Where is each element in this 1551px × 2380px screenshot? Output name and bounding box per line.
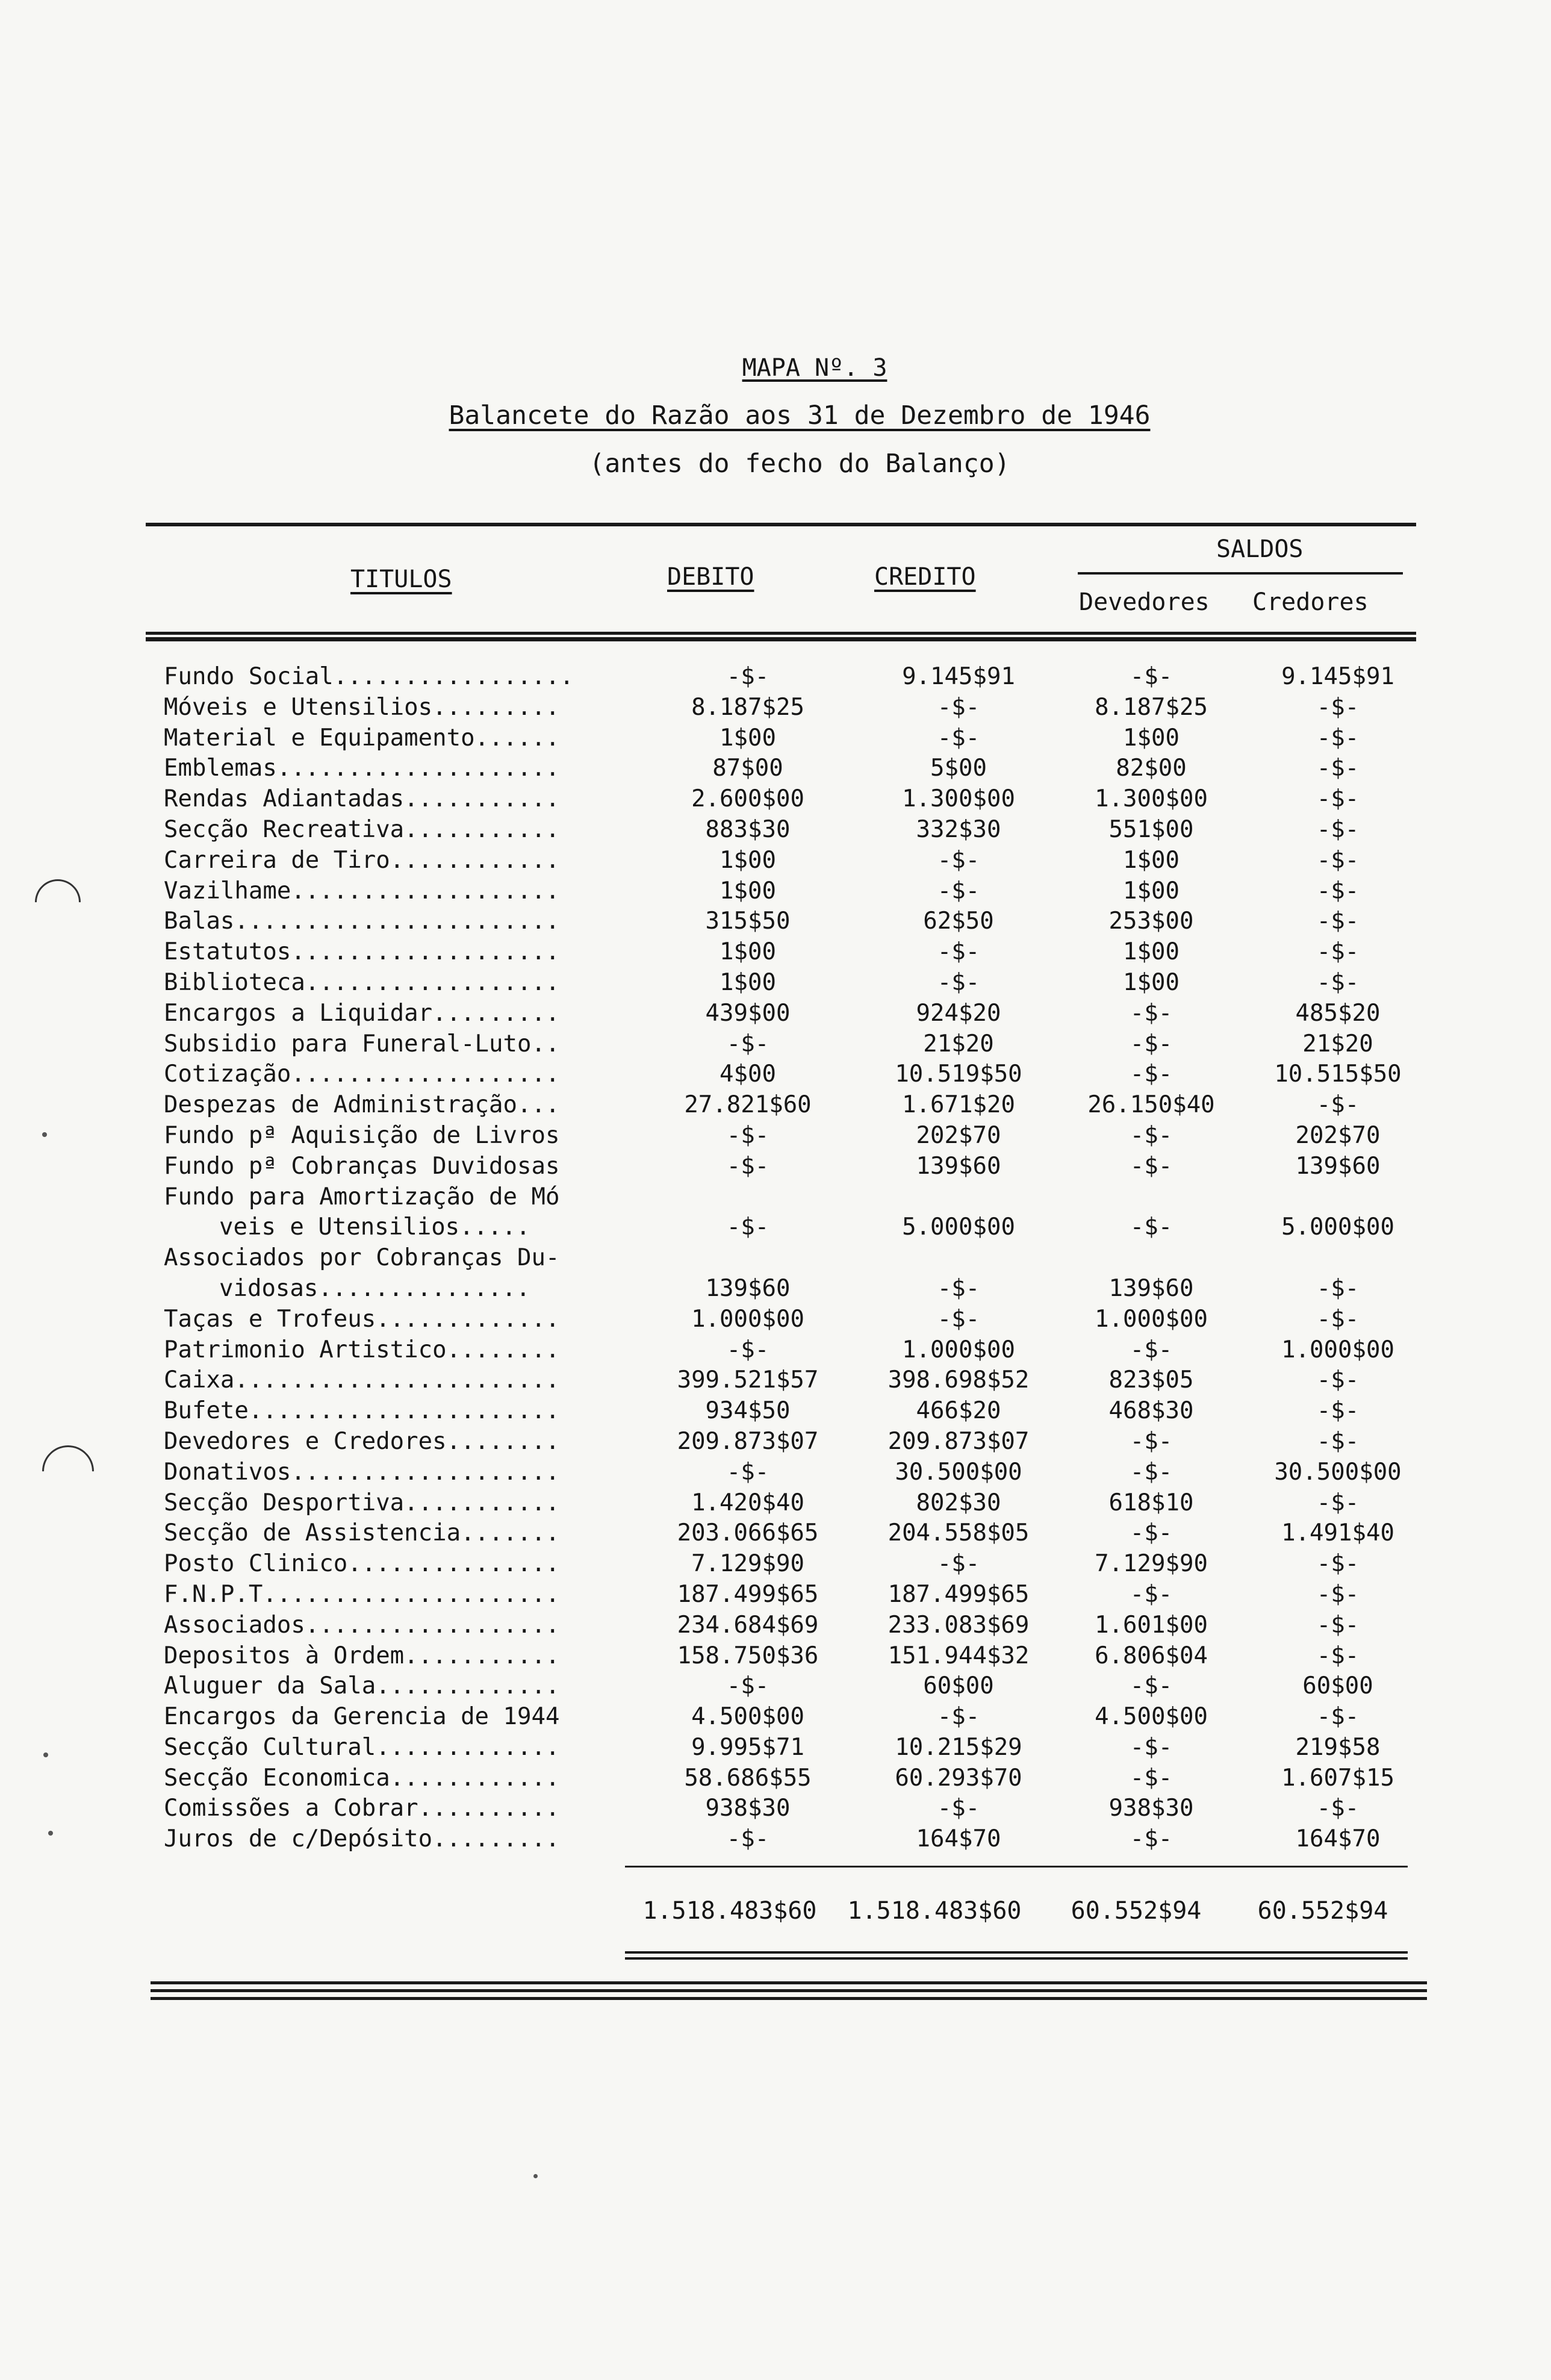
- cell-credito: 187.499$65: [887, 1580, 1030, 1608]
- total-credores: 60.552$94: [1257, 1897, 1388, 1925]
- punch-mark-1: [25, 870, 90, 934]
- cell-debito: 234.684$69: [677, 1611, 819, 1639]
- table-row: [164, 1641, 1410, 1672]
- row-title-cell: [164, 1824, 627, 1855]
- cell-credito: 1.300$00: [902, 785, 1015, 813]
- cell-credito: 10.215$29: [895, 1733, 1022, 1761]
- col-header-credores: Credores: [1252, 588, 1369, 616]
- cell-debito: 1$00: [720, 968, 776, 996]
- cell-credores: -$-: [1316, 1550, 1360, 1578]
- row-title-cell: [164, 846, 627, 876]
- cell-devedores: 938$30: [1108, 1795, 1194, 1822]
- totals-row: [627, 1895, 1410, 1927]
- table-row: [164, 1549, 1410, 1580]
- speck: [533, 2174, 538, 2178]
- ledger-table: [164, 662, 1410, 1855]
- cell-credores: -$-: [1316, 1611, 1360, 1639]
- row-title: Patrimonio Artistico........: [164, 1336, 560, 1363]
- total-credito: 1.518.483$60: [847, 1897, 1022, 1925]
- cell-debito: -$-: [726, 1672, 769, 1700]
- row-title: Material e Equipamento......: [164, 724, 560, 752]
- row-title: Fundo pª Aquisição de Livros: [164, 1121, 560, 1149]
- speck: [48, 1831, 53, 1836]
- cell-debito: 203.066$65: [677, 1519, 819, 1547]
- row-title: Despezas de Administração...: [164, 1091, 560, 1119]
- row-title: Taças e Trofeus.............: [164, 1305, 560, 1333]
- cell-devedores: -$-: [1130, 999, 1173, 1027]
- cell-credores: -$-: [1316, 815, 1360, 843]
- cell-credores: 485$20: [1295, 999, 1381, 1027]
- saldos-divider: [1078, 572, 1403, 575]
- table-row: [164, 876, 1410, 907]
- row-title-cell: [164, 1763, 627, 1794]
- cell-debito: 938$30: [705, 1795, 791, 1822]
- cell-debito: 8.187$25: [691, 693, 804, 721]
- cell-devedores: 1.300$00: [1095, 785, 1208, 813]
- cell-debito: 883$30: [705, 815, 791, 843]
- table-row: [164, 1304, 1410, 1335]
- cell-debito: -$-: [726, 1458, 769, 1486]
- row-title-cell: [164, 1396, 627, 1427]
- ledger-note: (antes do fecho do Balanço): [589, 449, 1010, 479]
- cell-credito: 1.671$20: [902, 1091, 1015, 1119]
- cell-debito: 439$00: [705, 999, 791, 1027]
- cell-devedores: 551$00: [1108, 815, 1194, 843]
- cell-devedores: -$-: [1130, 1121, 1173, 1149]
- row-title-cell: [164, 723, 627, 754]
- cell-credores: 10.515$50: [1274, 1061, 1402, 1088]
- table-row: [164, 1396, 1410, 1427]
- row-title: Caixa.......................: [164, 1366, 560, 1394]
- cell-credito: 466$20: [916, 1397, 1001, 1425]
- table-row: [164, 1702, 1410, 1733]
- cell-devedores: 823$05: [1108, 1366, 1194, 1394]
- cell-credito: 5.000$00: [902, 1213, 1015, 1241]
- cell-debito: -$-: [726, 1030, 769, 1058]
- row-title-cell: [164, 1488, 627, 1519]
- cell-credores: -$-: [1316, 1366, 1360, 1394]
- table-row: [164, 1518, 1410, 1549]
- row-title-cell: [164, 1793, 627, 1824]
- cell-credito: 60.293$70: [895, 1764, 1022, 1792]
- cell-credito: -$-: [937, 1795, 980, 1822]
- cell-credores: -$-: [1316, 877, 1360, 905]
- table-row: [164, 998, 1410, 1029]
- cell-credito: 5$00: [930, 755, 987, 782]
- row-title-cell: [164, 1090, 627, 1121]
- row-title: Cotização...................: [164, 1061, 560, 1088]
- row-title-cell: [164, 1641, 627, 1672]
- cell-credito: 802$30: [916, 1489, 1001, 1516]
- cell-debito: 934$50: [705, 1397, 791, 1425]
- row-title-cell: [164, 1733, 627, 1763]
- cell-devedores: 1.601$00: [1095, 1611, 1208, 1639]
- cell-credores: -$-: [1316, 1580, 1360, 1608]
- total-debito: 1.518.483$60: [642, 1897, 817, 1925]
- col-header-titulos: TITULOS: [350, 565, 452, 593]
- table-row: [164, 1427, 1410, 1457]
- cell-credito: 924$20: [916, 999, 1001, 1027]
- cell-credores: 60$00: [1302, 1672, 1373, 1700]
- cell-devedores: 468$30: [1108, 1397, 1194, 1425]
- row-title: Comissões a Cobrar..........: [164, 1795, 560, 1822]
- cell-devedores: 4.500$00: [1095, 1703, 1208, 1731]
- row-title: Posto Clinico...............: [164, 1550, 560, 1578]
- cell-credores: -$-: [1316, 1795, 1360, 1822]
- cell-credito: 398.698$52: [887, 1366, 1030, 1394]
- row-title-cell: [164, 1059, 627, 1090]
- row-title-cell: [164, 662, 627, 693]
- totals-top-rule: [625, 1866, 1408, 1868]
- table-row: [164, 1457, 1410, 1488]
- cell-debito: 1$00: [720, 877, 776, 905]
- cell-devedores: -$-: [1130, 1427, 1173, 1455]
- cell-debito: 1$00: [720, 846, 776, 874]
- table-row: [164, 968, 1410, 998]
- cell-credores: -$-: [1316, 1274, 1360, 1302]
- page-bottom-rule-2: [151, 1989, 1427, 1992]
- cell-debito: 4.500$00: [691, 1703, 804, 1731]
- cell-devedores: -$-: [1130, 1458, 1173, 1486]
- cell-credito: -$-: [937, 1274, 980, 1302]
- row-title-cell: [164, 1151, 627, 1182]
- table-row: [164, 784, 1410, 815]
- row-title: Associados por Cobranças Du-: [164, 1244, 560, 1272]
- cell-debito: -$-: [726, 1336, 769, 1363]
- row-title: Devedores e Credores........: [164, 1427, 560, 1455]
- table-row: [164, 1090, 1410, 1121]
- cell-debito: -$-: [726, 1213, 769, 1241]
- cell-credito: -$-: [937, 1550, 980, 1578]
- table-row: [164, 753, 1410, 784]
- row-title-cell: [164, 968, 627, 998]
- cell-debito: 27.821$60: [684, 1091, 812, 1119]
- cell-credores: -$-: [1316, 1397, 1360, 1425]
- row-title: Secção de Assistencia.......: [164, 1519, 560, 1547]
- header-top-rule: [146, 523, 1416, 526]
- cell-devedores: -$-: [1130, 1733, 1173, 1761]
- cell-credores: 9.145$91: [1281, 663, 1394, 690]
- cell-credito: 204.558$05: [887, 1519, 1030, 1547]
- col-header-debito: DEBITO: [667, 563, 754, 591]
- cell-devedores: 1$00: [1123, 877, 1180, 905]
- row-title: Secção Recreativa...........: [164, 815, 560, 843]
- row-title-cell: [164, 753, 627, 784]
- cell-credito: 332$30: [916, 815, 1001, 843]
- cell-devedores: 618$10: [1108, 1489, 1194, 1516]
- row-title-cell: [164, 1243, 627, 1304]
- cell-credito: -$-: [937, 1703, 980, 1731]
- table-row: [164, 1488, 1410, 1519]
- cell-devedores: 26.150$40: [1087, 1091, 1215, 1119]
- cell-credito: 60$00: [923, 1672, 994, 1700]
- row-title-cell: [164, 1427, 627, 1457]
- table-row: [164, 1335, 1410, 1366]
- cell-devedores: -$-: [1130, 1672, 1173, 1700]
- cell-credito: 1.000$00: [902, 1336, 1015, 1363]
- row-title-cell: [164, 815, 627, 846]
- cell-debito: -$-: [726, 1121, 769, 1149]
- row-title: Donativos...................: [164, 1458, 560, 1486]
- row-title-cell: [164, 876, 627, 907]
- cell-credito: 30.500$00: [895, 1458, 1022, 1486]
- row-title-cell: [164, 1580, 627, 1610]
- cell-credito: 233.083$69: [887, 1611, 1030, 1639]
- table-row: [164, 1151, 1410, 1182]
- cell-credito: 21$20: [923, 1030, 994, 1058]
- row-title: Fundo pª Cobranças Duvidosas: [164, 1152, 560, 1180]
- cell-credito: -$-: [937, 938, 980, 966]
- cell-credores: 21$20: [1302, 1030, 1373, 1058]
- cell-credito: 62$50: [923, 908, 994, 935]
- row-title-cell: [164, 1549, 627, 1580]
- cell-credores: 5.000$00: [1281, 1213, 1394, 1241]
- cell-credores: -$-: [1316, 1305, 1360, 1333]
- row-title: Subsidio para Funeral-Luto..: [164, 1030, 560, 1058]
- row-title-cell: [164, 1182, 627, 1244]
- cell-credores: 1.607$15: [1281, 1764, 1394, 1792]
- cell-credito: 151.944$32: [887, 1642, 1030, 1669]
- row-title-cell: [164, 1365, 627, 1396]
- cell-credores: -$-: [1316, 724, 1360, 752]
- cell-credito: 139$60: [916, 1152, 1001, 1180]
- totals-bottom-rule-1: [625, 1951, 1408, 1954]
- cell-credores: -$-: [1316, 938, 1360, 966]
- row-title-cell: [164, 1029, 627, 1060]
- row-title-cell: [164, 1304, 627, 1335]
- row-title: Depositos à Ordem...........: [164, 1642, 560, 1669]
- table-row: [164, 1121, 1410, 1151]
- cell-debito: 139$60: [705, 1274, 791, 1302]
- cell-credito: -$-: [937, 846, 980, 874]
- row-title: Balas.......................: [164, 908, 560, 935]
- row-title-cell: [164, 1335, 627, 1366]
- row-title: Fundo Social.................: [164, 663, 574, 690]
- cell-credores: -$-: [1316, 785, 1360, 813]
- cell-debito: 4$00: [720, 1061, 776, 1088]
- row-title-cell: [164, 1457, 627, 1488]
- cell-debito: 209.873$07: [677, 1427, 819, 1455]
- cell-debito: -$-: [726, 1825, 769, 1853]
- table-row: [164, 723, 1410, 754]
- row-title: Bufete......................: [164, 1397, 560, 1425]
- cell-debito: 7.129$90: [691, 1550, 804, 1578]
- cell-credito: 9.145$91: [902, 663, 1015, 690]
- table-row: [164, 846, 1410, 876]
- map-title: MAPA Nº. 3: [742, 354, 887, 382]
- cell-devedores: -$-: [1130, 1061, 1173, 1088]
- cell-devedores: 1$00: [1123, 724, 1180, 752]
- title-block: [0, 352, 1551, 481]
- table-row: [164, 815, 1410, 846]
- cell-credores: -$-: [1316, 1642, 1360, 1669]
- cell-devedores: -$-: [1130, 1825, 1173, 1853]
- cell-credito: -$-: [937, 724, 980, 752]
- table-row: [164, 1059, 1410, 1090]
- table-row: [164, 1182, 1410, 1244]
- cell-devedores: -$-: [1130, 1152, 1173, 1180]
- cell-devedores: 1.000$00: [1095, 1305, 1208, 1333]
- table-row: [164, 937, 1410, 968]
- row-title-cell: [164, 784, 627, 815]
- cell-credito: 209.873$07: [887, 1427, 1030, 1455]
- page-bottom-rule-3: [151, 1997, 1427, 2000]
- table-row: [164, 1029, 1410, 1060]
- col-header-credito: CREDITO: [874, 563, 976, 591]
- cell-devedores: -$-: [1130, 1764, 1173, 1792]
- row-title: Aluguer da Sala.............: [164, 1672, 560, 1700]
- cell-devedores: -$-: [1130, 1030, 1173, 1058]
- cell-devedores: 253$00: [1108, 908, 1194, 935]
- ledger-subtitle: Balancete do Razão aos 31 de Dezembro de 1946: [449, 400, 1151, 431]
- page-bottom-rule-1: [151, 1981, 1427, 1984]
- cell-credito: -$-: [937, 877, 980, 905]
- cell-debito: 158.750$36: [677, 1642, 819, 1669]
- row-title: Móveis e Utensilios.........: [164, 693, 560, 721]
- cell-devedores: -$-: [1130, 1213, 1173, 1241]
- col-header-saldos: SALDOS: [1216, 535, 1304, 563]
- totals-bottom-rule-2: [625, 1957, 1408, 1960]
- cell-credores: 139$60: [1295, 1152, 1381, 1180]
- row-title: Vazilhame...................: [164, 877, 560, 905]
- cell-debito: 1.420$40: [691, 1489, 804, 1516]
- cell-devedores: 1$00: [1123, 938, 1180, 966]
- row-title-continued: veis e Utensilios.....: [219, 1213, 530, 1241]
- cell-credores: 1.000$00: [1281, 1336, 1394, 1363]
- header-bottom-rule-2: [146, 637, 1416, 641]
- cell-debito: 9.995$71: [691, 1733, 804, 1761]
- row-title-cell: [164, 1610, 627, 1641]
- cell-credores: 219$58: [1295, 1733, 1381, 1761]
- cell-debito: 2.600$00: [691, 785, 804, 813]
- cell-credores: -$-: [1316, 908, 1360, 935]
- cell-credores: 202$70: [1295, 1121, 1381, 1149]
- cell-debito: 58.686$55: [684, 1764, 812, 1792]
- cell-credores: -$-: [1316, 1703, 1360, 1731]
- cell-debito: 1$00: [720, 724, 776, 752]
- cell-credito: 202$70: [916, 1121, 1001, 1149]
- speck: [43, 1752, 48, 1757]
- cell-credito: -$-: [937, 968, 980, 996]
- row-title-cell: [164, 937, 627, 968]
- cell-credores: -$-: [1316, 1427, 1360, 1455]
- cell-credito: -$-: [937, 1305, 980, 1333]
- speck: [42, 1132, 47, 1137]
- cell-debito: 1$00: [720, 938, 776, 966]
- cell-debito: 315$50: [705, 908, 791, 935]
- row-title-cell: [164, 906, 627, 937]
- row-title: Fundo para Amortização de Mó: [164, 1183, 560, 1210]
- table-row: [164, 1763, 1410, 1794]
- table-row: [164, 1610, 1410, 1641]
- row-title: Secção Desportiva...........: [164, 1489, 560, 1516]
- cell-devedores: 82$00: [1116, 755, 1187, 782]
- table-row: [164, 1733, 1410, 1763]
- cell-credores: -$-: [1316, 1489, 1360, 1516]
- cell-credores: -$-: [1316, 693, 1360, 721]
- cell-devedores: 139$60: [1108, 1274, 1194, 1302]
- row-title-cell: [164, 1518, 627, 1549]
- cell-credito: 10.519$50: [895, 1061, 1022, 1088]
- cell-devedores: -$-: [1130, 663, 1173, 690]
- table-row: [164, 693, 1410, 723]
- row-title: Encargos a Liquidar.........: [164, 999, 560, 1027]
- cell-devedores: 1$00: [1123, 846, 1180, 874]
- table-row: [164, 1243, 1410, 1304]
- col-header-devedores: Devedores: [1079, 588, 1210, 616]
- table-row: [164, 1793, 1410, 1824]
- cell-debito: 187.499$65: [677, 1580, 819, 1608]
- table-row: [164, 1824, 1410, 1855]
- cell-debito: 399.521$57: [677, 1366, 819, 1394]
- table-row: [164, 662, 1410, 693]
- cell-credores: -$-: [1316, 755, 1360, 782]
- row-title: Biblioteca..................: [164, 968, 560, 996]
- row-title: F.N.P.T.....................: [164, 1580, 560, 1608]
- cell-devedores: 7.129$90: [1095, 1550, 1208, 1578]
- cell-credito: 164$70: [916, 1825, 1001, 1853]
- cell-devedores: -$-: [1130, 1519, 1173, 1547]
- row-title-cell: [164, 1121, 627, 1151]
- row-title: Secção Economica............: [164, 1764, 560, 1792]
- cell-credores: 1.491$40: [1281, 1519, 1394, 1547]
- cell-credores: 164$70: [1295, 1825, 1381, 1853]
- row-title-cell: [164, 693, 627, 723]
- row-title: Juros de c/Depósito.........: [164, 1825, 560, 1853]
- row-title-cell: [164, 998, 627, 1029]
- cell-devedores: -$-: [1130, 1336, 1173, 1363]
- row-title: Encargos da Gerencia de 1944: [164, 1703, 560, 1731]
- cell-devedores: -$-: [1130, 1580, 1173, 1608]
- cell-devedores: 8.187$25: [1095, 693, 1208, 721]
- punch-mark-2: [31, 1435, 105, 1508]
- cell-credores: -$-: [1316, 1091, 1360, 1119]
- row-title: Rendas Adiantadas...........: [164, 785, 560, 813]
- cell-credores: -$-: [1316, 846, 1360, 874]
- cell-debito: 1.000$00: [691, 1305, 804, 1333]
- cell-credores: -$-: [1316, 968, 1360, 996]
- cell-debito: 87$00: [712, 755, 783, 782]
- header-bottom-rule-1: [146, 632, 1416, 635]
- cell-credores: 30.500$00: [1274, 1458, 1402, 1486]
- row-title: Associados..................: [164, 1611, 560, 1639]
- row-title-cell: [164, 1702, 627, 1733]
- row-title: Emblemas....................: [164, 755, 560, 782]
- cell-devedores: 6.806$04: [1095, 1642, 1208, 1669]
- row-title-cell: [164, 1671, 627, 1702]
- row-title-continued: vidosas...............: [219, 1274, 530, 1302]
- table-row: [164, 906, 1410, 937]
- table-row: [164, 1580, 1410, 1610]
- table-row: [164, 1365, 1410, 1396]
- cell-credito: -$-: [937, 693, 980, 721]
- row-title: Estatutos...................: [164, 938, 560, 966]
- row-title: Carreira de Tiro............: [164, 846, 560, 874]
- cell-devedores: 1$00: [1123, 968, 1180, 996]
- total-devedores: 60.552$94: [1071, 1897, 1202, 1925]
- table-row: [164, 1671, 1410, 1702]
- cell-debito: -$-: [726, 1152, 769, 1180]
- cell-debito: -$-: [726, 663, 769, 690]
- row-title: Secção Cultural.............: [164, 1733, 560, 1761]
